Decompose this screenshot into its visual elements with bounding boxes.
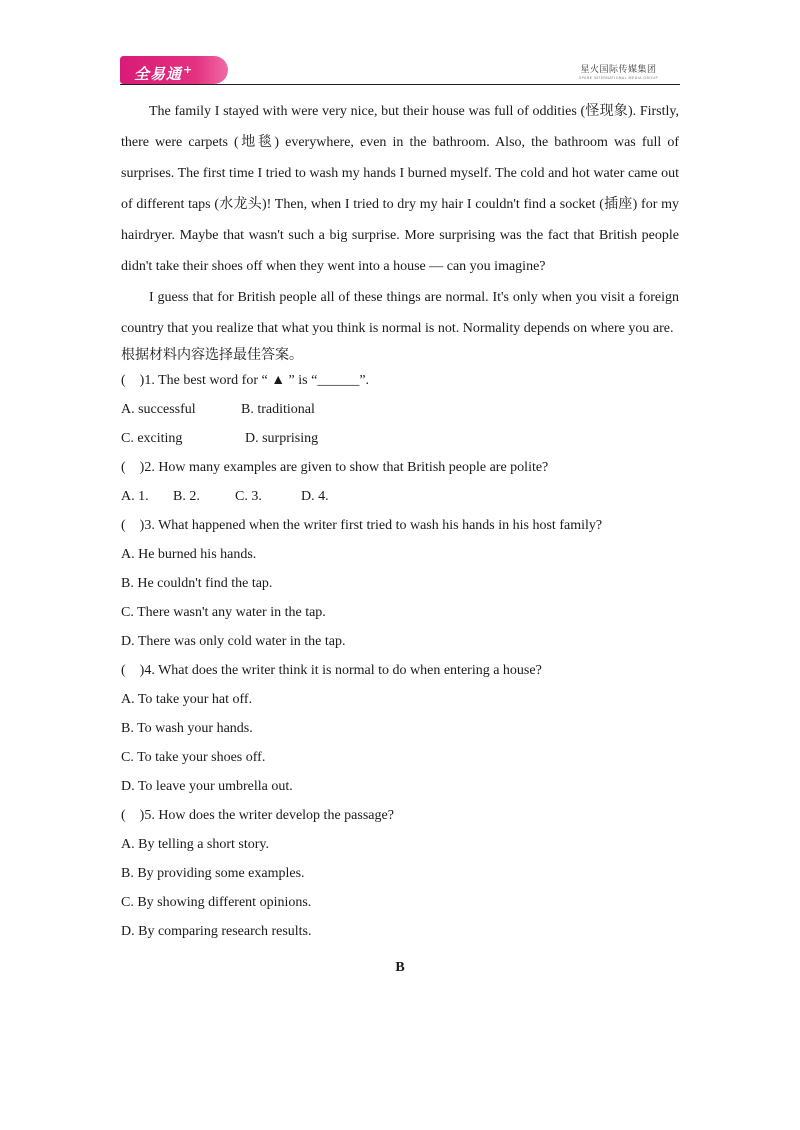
option-d: D. By comparing research results. (121, 924, 312, 939)
option-d: D. There was only cold water in the tap. (121, 634, 346, 649)
question-4 (121, 656, 679, 801)
question-stem: ( )4. What does the writer think it is normal to do when entering a house? (121, 663, 542, 678)
option-b: B. By providing some examples. (121, 866, 305, 881)
passage-paragraph-1: The family I stayed with were very nice, but their house was full of oddities (怪现象). Firstly, there were carpets (地毯) everywhere, even in the bathroom. Also, the bathroom was full of surprises. The first time I tried to wash my hands I burned myself. The cold and hot water came out of different taps (水龙头)! Then, when I tried to dry my hair I couldn't find a socket (插座) for my hairdryer. Maybe that wasn't such a big surprise. More surprising was the fact that British people didn't take their shoes off when they went into a house — can you imagine? (121, 104, 679, 274)
option-c: C. There wasn't any water in the tap. (121, 605, 326, 620)
question-5 (121, 801, 679, 946)
option-c: C. 3. (235, 489, 262, 504)
option-c: C. By showing different opinions. (121, 895, 312, 910)
logo-plus: + (183, 63, 194, 76)
option-d: D. To leave your umbrella out. (121, 779, 293, 794)
header-rule (120, 84, 680, 85)
company-name-cn: 星火国际传媒集团 (580, 65, 657, 75)
section-label: B (395, 960, 405, 975)
option-a: A. 1. (121, 489, 149, 504)
option-b: B. He couldn't find the tap. (121, 576, 273, 591)
question-1 (121, 366, 679, 453)
question-stem: ( )1. The best word for “ ▲ ” is “______”. (121, 373, 370, 388)
instruction: 根据材料内容选择最佳答案。 (121, 348, 303, 363)
logo-text: 全易通 (134, 65, 183, 83)
option-d: D. 4. (301, 489, 329, 504)
option-b: B. traditional (241, 402, 315, 417)
option-b: B. 2. (173, 489, 200, 504)
option-row (121, 482, 679, 511)
option-b: B. To wash your hands. (121, 721, 253, 736)
option-row (121, 424, 679, 453)
company-name-en: SPARK INTERNATIONAL MEDIA GROUP (579, 76, 658, 80)
question-stem: ( )3. What happened when the writer first tried to wash his hands in his host family? (121, 518, 603, 533)
option-row (121, 395, 679, 424)
page-header (0, 0, 800, 90)
company-name (579, 62, 658, 80)
option-a: A. To take your hat off. (121, 692, 253, 707)
option-a: A. successful (121, 402, 196, 417)
question-stem: ( )5. How does the writer develop the passage? (121, 808, 394, 823)
question-2 (121, 453, 679, 511)
brand-logo (120, 56, 228, 84)
document-body (121, 96, 679, 982)
option-c: C. To take your shoes off. (121, 750, 266, 765)
option-a: A. By telling a short story. (121, 837, 270, 852)
option-d: D. surprising (245, 431, 319, 446)
question-stem: ( )2. How many examples are given to show that British people are polite? (121, 460, 549, 475)
option-a: A. He burned his hands. (121, 547, 257, 562)
option-c: C. exciting (121, 431, 183, 446)
passage-paragraph-2: I guess that for British people all of these things are normal. It's only when you visit a foreign country that you realize that what you think is normal is not. Normality depends on where you are. (121, 290, 679, 336)
question-3 (121, 511, 679, 656)
